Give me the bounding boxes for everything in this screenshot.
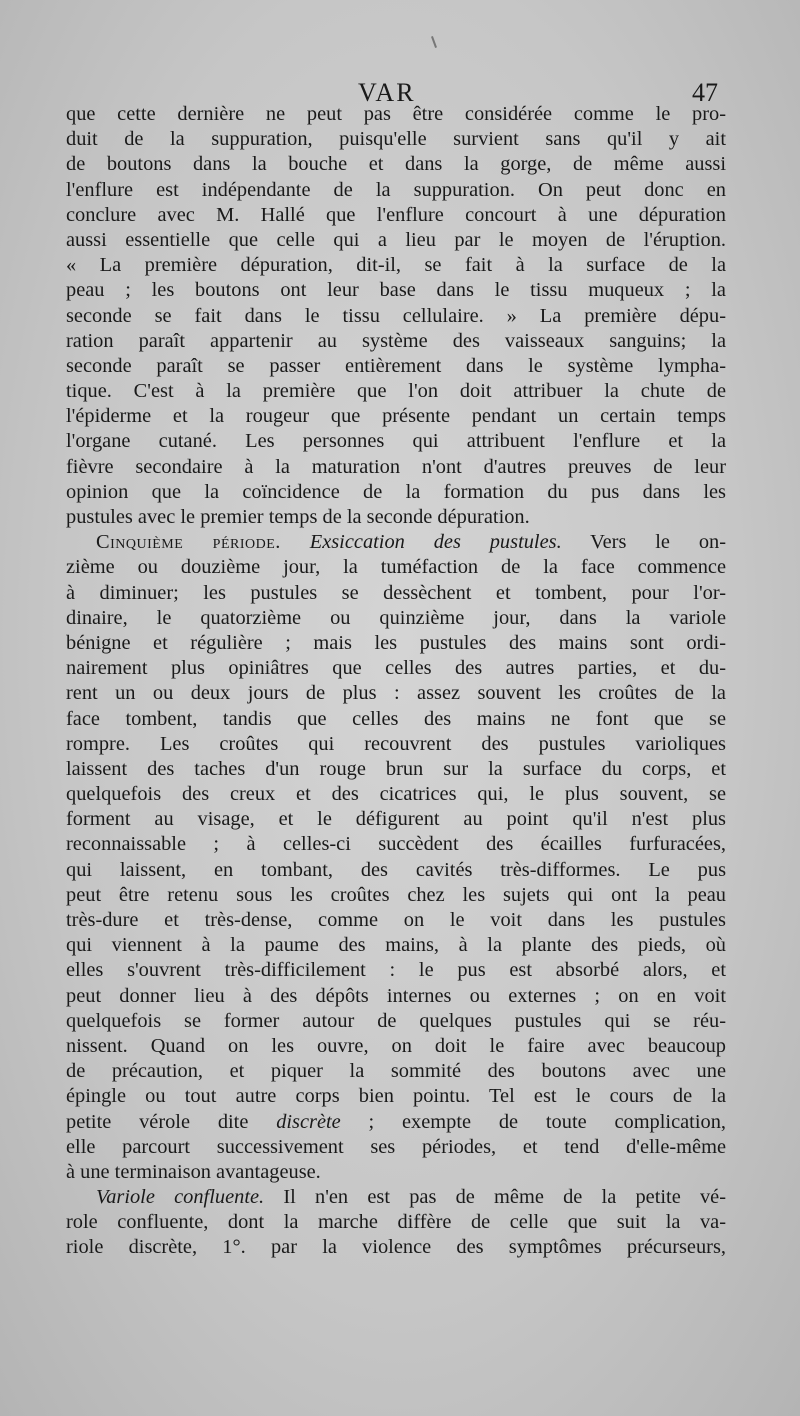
ink-mark [431, 36, 437, 48]
text-line: l'organe cutané. Les personnes qui attribuent l'enflure et la [66, 430, 726, 453]
text-line: conclure avec M. Hallé que l'enflure concourt à une dépuration [66, 203, 726, 226]
body-text [66, 102, 726, 1261]
text-line: peut être retenu sous les croûtes chez les sujets qui ont la peau [66, 883, 726, 906]
text-line: role confluente, dont la marche diffère de celle que suit la va- [66, 1211, 726, 1234]
text-line: très-dure et très-dense, comme on le voit dans les pustules [66, 909, 726, 931]
text-line: opinion que la coïncidence de la formation du pus dans les [66, 480, 726, 503]
text-line: à diminuer; les pustules se dessèchent et tombent, pour l'or- [66, 581, 726, 604]
text-line: fièvre secondaire à la maturation n'ont d'autres preuves de leur [66, 455, 726, 478]
text-line: face tombent, tandis que celles des mains ne font que se [66, 707, 726, 730]
section-heading-line: Variole confluente. Il n'en est pas de même de la petite vé- [96, 1186, 726, 1209]
text-line: à une terminaison avantageuse. [66, 1160, 321, 1183]
text-line: peau ; les boutons ont leur base dans le tissu muqueux ; la [66, 279, 726, 302]
text-line: que cette dernière ne peut pas être considérée comme le pro- [66, 103, 726, 125]
text-line: rent un ou deux jours de plus : assez souvent les croûtes de la [66, 682, 726, 705]
text-line: seconde se fait dans le tissu cellulaire. » La première dépu- [66, 304, 726, 327]
text-line: de boutons dans la bouche et dans la gorge, de même aussi [66, 153, 726, 176]
text-line: nissent. Quand on les ouvre, on doit le faire avec beaucoup [66, 1034, 726, 1057]
text-line: rompre. Les croûtes qui recouvrent des pustules varioliques [66, 732, 726, 755]
text-line: duit de la suppuration, puisqu'elle survient sans qu'il y ait [66, 128, 726, 151]
section-heading-line: Cinquième période. Exsiccation des pustules. Vers le on- [96, 531, 726, 554]
text-line: bénigne et régulière ; mais les pustules des mains sont ordi- [66, 631, 726, 654]
text-line: laissent des taches d'un rouge brun sur la surface du corps, et [66, 757, 726, 780]
running-head: VAR [358, 78, 416, 107]
text-line: quelquefois se former autour de quelques pustules qui se réu- [66, 1009, 726, 1032]
text-line: qui viennent à la paume des mains, à la plante des pieds, où [66, 934, 726, 957]
text-line: aussi essentielle que celle qui a lieu par le moyen de l'éruption. [66, 228, 726, 251]
text-line: ration paraît appartenir au système des vaisseaux sanguins; la [66, 329, 726, 352]
text-line: reconnaissable ; à celles-ci succèdent des écailles furfuracées, [66, 833, 726, 856]
text-line: zième ou douzième jour, la tuméfaction de la face commence [66, 556, 726, 579]
text-line: elle parcourt successivement ses périodes, et tend d'elle-même [66, 1135, 726, 1158]
text-line: tique. C'est à la première que l'on doit attribuer la chute de [66, 380, 726, 403]
text-line: l'épiderme et la rougeur que présente pendant un certain temps [66, 405, 726, 428]
text-line: dinaire, le quatorzième ou quinzième jour, dans la variole [66, 606, 726, 629]
text-line: épingle ou tout autre corps bien pointu. Tel est le cours de la [66, 1085, 726, 1108]
text-line: quelquefois des creux et des cicatrices qui, le plus souvent, se [66, 783, 726, 806]
page-number: 47 [692, 78, 718, 107]
text-line: peut donner lieu à des dépôts internes ou externes ; on en voit [66, 984, 726, 1007]
text-line: qui laissent, en tombant, des cavités très-difformes. Le pus [66, 858, 726, 881]
text-line: pustules avec le premier temps de la seconde dépuration. [66, 506, 530, 528]
text-line: petite vérole dite discrète ; exempte de toute complication, [66, 1110, 726, 1133]
text-line: « La première dépuration, dit-il, se fait à la surface de la [66, 254, 726, 277]
text-line: seconde paraît se passer entièrement dans le système lympha- [66, 354, 726, 377]
text-line: de précaution, et piquer la sommité des boutons avec une [66, 1060, 726, 1083]
text-line: riole discrète, 1°. par la violence des symptômes précurseurs, [66, 1236, 726, 1259]
text-line: nairement plus opiniâtres que celles des autres parties, et du- [66, 657, 726, 680]
text-line: forment au visage, et le défigurent au point qu'il n'est plus [66, 808, 726, 831]
text-line: l'enflure est indépendante de la suppuration. On peut donc en [66, 178, 726, 201]
text-line: elles s'ouvrent très-difficilement : le pus est absorbé alors, et [66, 959, 726, 982]
